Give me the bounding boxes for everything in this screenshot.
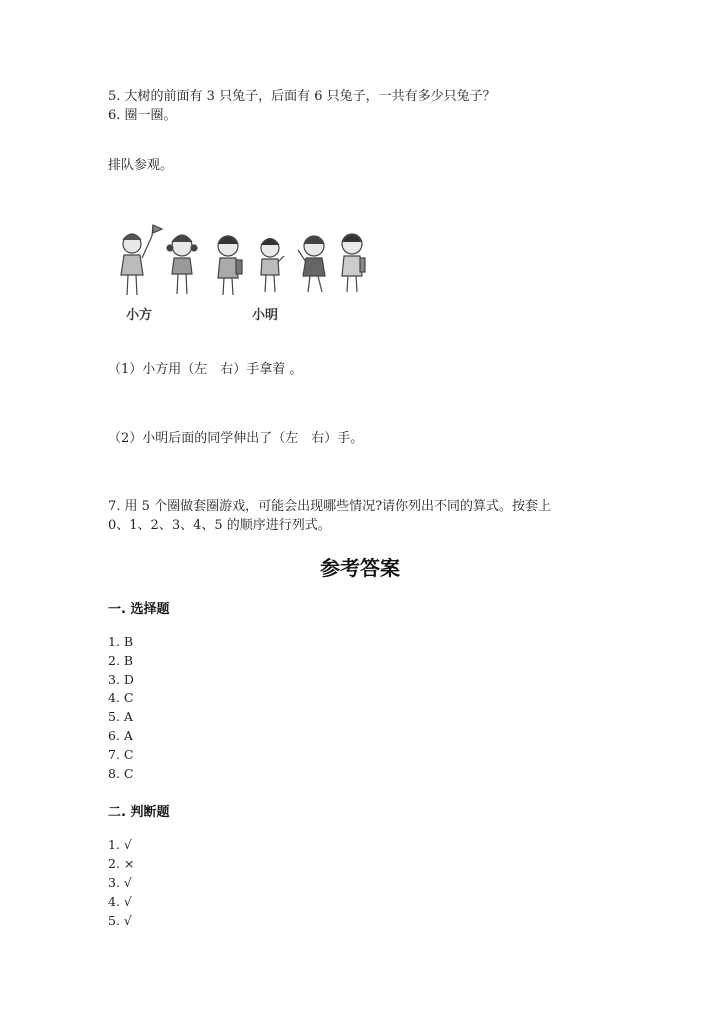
boy-icon bbox=[342, 234, 365, 292]
question-6: 6. 圈一圈。 bbox=[108, 108, 177, 123]
girl-icon bbox=[167, 235, 197, 294]
label-xiaoming: 小明 bbox=[252, 308, 279, 323]
answer-item: 3. √ bbox=[108, 875, 132, 890]
label-xiaofang: 小方 bbox=[126, 308, 153, 323]
girl-waving-icon bbox=[298, 236, 325, 292]
answer-key-title: 参考答案 bbox=[320, 556, 400, 580]
girl-with-flag-icon bbox=[121, 225, 162, 295]
answer-item: 3. D bbox=[108, 672, 134, 687]
answer-item: 2. × bbox=[108, 856, 135, 871]
section-choice-heading: 一. 选择题 bbox=[108, 602, 170, 617]
answer-item: 1. √ bbox=[108, 837, 132, 852]
answer-item: 2. B bbox=[108, 653, 134, 668]
answer-item: 4. √ bbox=[108, 894, 132, 909]
question-5: 5. 大树的前面有 3 只兔子，后面有 6 只兔子，一共有多少只兔子？ bbox=[108, 89, 496, 104]
answer-item: 6. A bbox=[108, 728, 133, 743]
answer-item: 8. C bbox=[108, 766, 134, 781]
question-7-line2: 0、1、2、3、4、5 的顺序进行列式。 bbox=[108, 518, 331, 533]
boy-with-backpack-icon bbox=[218, 236, 242, 295]
answer-item: 4. C bbox=[108, 690, 134, 705]
boy-icon bbox=[261, 239, 284, 293]
question-6-2: （2）小明后面的同学伸出了（左 右）手。 bbox=[108, 431, 364, 446]
section-judgement-heading: 二. 判断题 bbox=[108, 805, 170, 820]
question-7-line1: 7. 用 5 个圈做套圈游戏，可能会出现哪些情况?请你列出不同的算式。按套上 bbox=[108, 499, 552, 514]
answer-item: 5. √ bbox=[108, 913, 132, 928]
question-6-1: （1）小方用（左 右）手拿着 。 bbox=[108, 362, 303, 377]
answer-item: 1. B bbox=[108, 634, 134, 649]
question-6-intro: 排队参观。 bbox=[108, 158, 174, 173]
children-queue-illustration bbox=[110, 222, 375, 330]
answer-item: 7. C bbox=[108, 747, 134, 762]
children-row-image bbox=[110, 222, 375, 302]
answer-item: 5. A bbox=[108, 709, 133, 724]
